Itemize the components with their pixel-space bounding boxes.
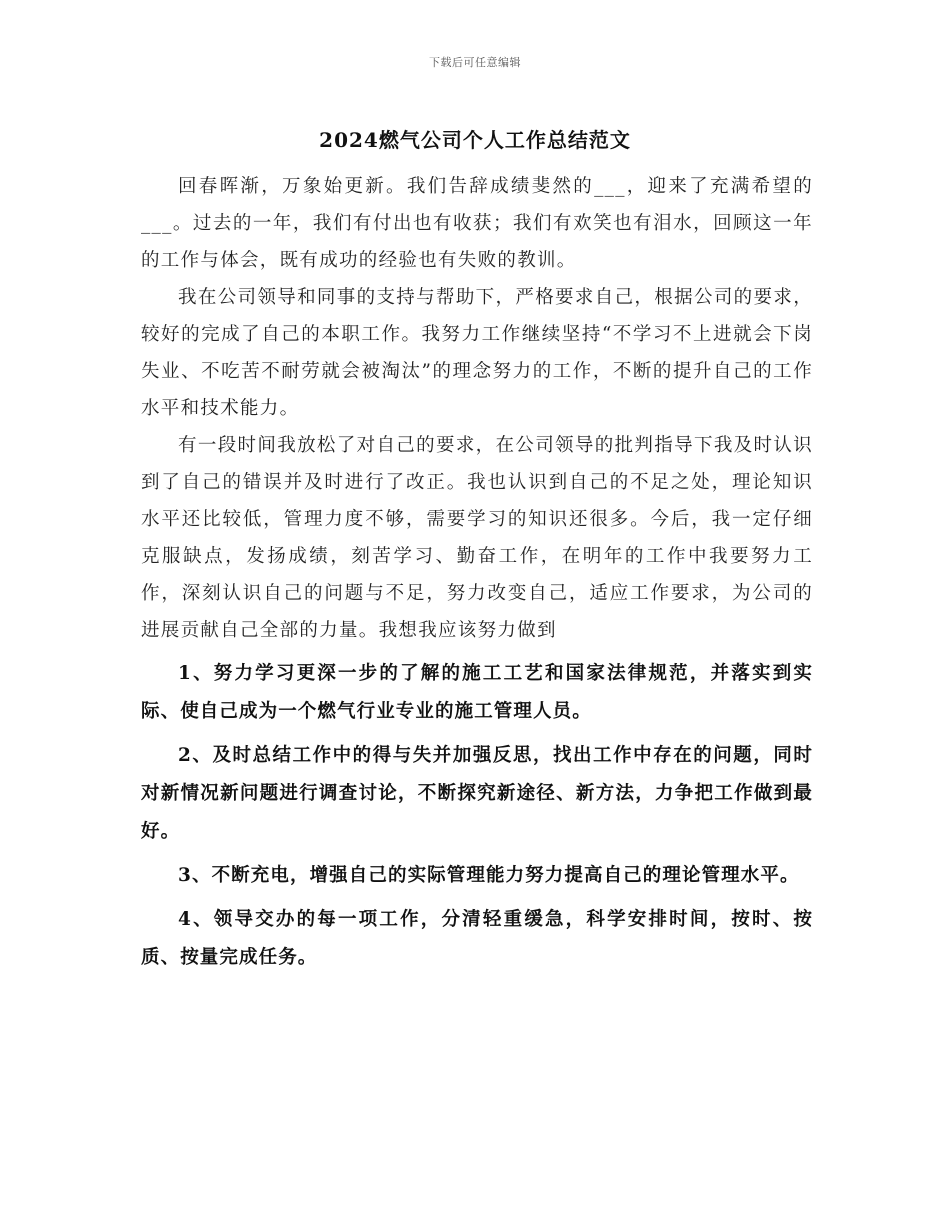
paragraph-work: 我在公司领导和同事的支持与帮助下，严格要求自己，根据公司的要求，较好的完成了自己的本职工作。我努力工作继续坚持“不学习不上进就会下岗失业、不吃苦不耐劳就会被淘汰”的理念努力的工作，不断的提升自己的工作水平和技术能力。 <box>141 287 813 419</box>
paragraph-intro: 回春晖渐，万象始更新。我们告辞成绩斐然的___，迎来了充满希望的___。过去的一年，我们有付出也有收获；我们有欢笑也有泪水，回顾这一年的工作与体会，既有成功的经验也有失败的教训。 <box>141 176 813 271</box>
goals-list <box>141 655 813 977</box>
document-body <box>141 168 813 977</box>
paragraph-reflection: 有一段时间我放松了对自己的要求，在公司领导的批判指导下我及时认识到了自己的错误并及时进行了改正。我也认识到自己的不足之处，理论知识水平还比较低，管理力度不够，需要学习的知识还很多。今后，我一定仔细克服缺点，发扬成绩，刻苦学习、勤奋工作，在明年的工作中我要努力工作，深刻认识自己的问题与不足，努力改变自己，适应工作要求，为公司的进展贡献自己全部的力量。我想我应该努力做到 <box>141 435 813 641</box>
list-item: 3、不断充电，增强自己的实际管理能力努力提高自己的理论管理水平。 <box>178 865 800 886</box>
list-item: 4、领导交办的每一项工作，分清轻重缓急，科学安排时间，按时、按质、按量完成任务。 <box>141 909 813 968</box>
document-title: 2024燃气公司个人工作总结范文 <box>319 128 631 152</box>
list-item: 1、努力学习更深一步的了解的施工工艺和国家法律规范，并落实到实际、使自己成为一个燃气行业专业的施工管理人员。 <box>141 663 813 722</box>
header-note: 下载后可任意编辑 <box>429 56 521 69</box>
list-item: 2、及时总结工作中的得与失并加强反思，找出工作中存在的问题，同时对新情况新问题进行调查讨论，不断探究新途径、新方法，力争把工作做到最好。 <box>141 745 813 842</box>
